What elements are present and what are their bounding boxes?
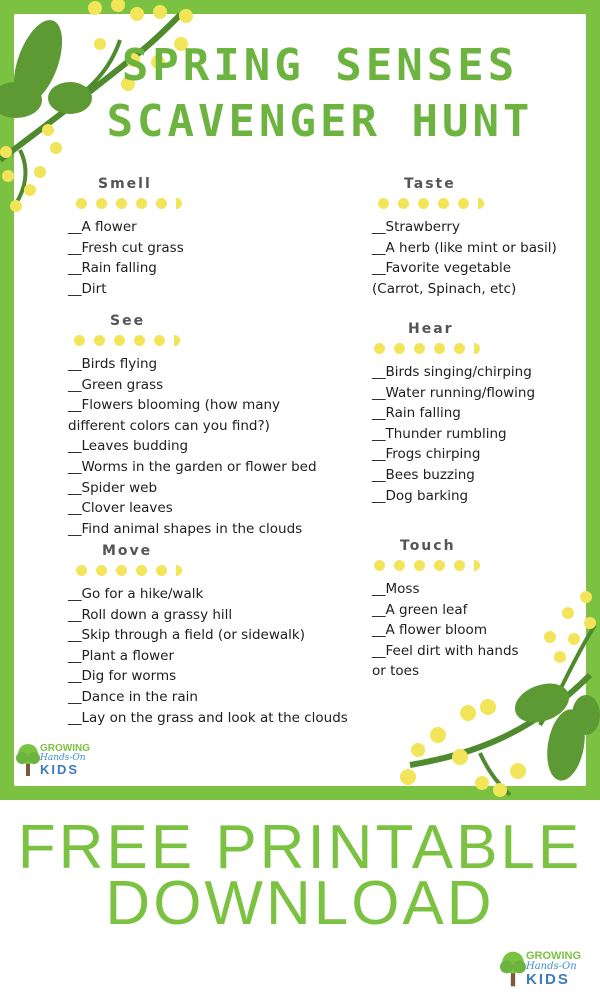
tree-icon [16, 742, 40, 778]
checklist-item: __Roll down a grassy hill [68, 606, 233, 623]
dot-divider [68, 335, 317, 346]
checklist-item: __Fresh cut grass [68, 239, 184, 256]
section-heading-touch: Touch [400, 538, 456, 554]
checklist-taste [372, 217, 557, 299]
dot-icon [478, 198, 484, 209]
brand-logo [16, 738, 100, 782]
checklist-item: __Dance in the rain [68, 688, 198, 705]
logo-text-kids: KIDS [40, 762, 80, 777]
dot-divider [68, 565, 348, 576]
dot-icon [134, 335, 145, 346]
dot-icon [394, 343, 405, 354]
dot-icon [474, 343, 480, 354]
checklist-item: __Bees buzzing [372, 466, 475, 483]
checklist-item: __Skip through a field (or sidewalk) [68, 627, 305, 644]
dot-icon [114, 335, 125, 346]
checklist-item: __Dog barking [372, 487, 469, 504]
dot-icon [96, 198, 107, 209]
dot-icon [96, 565, 107, 576]
section-heading-taste: Taste [404, 176, 456, 192]
checklist-item: __A flower bloom [372, 622, 487, 639]
banner-line-1: FREE PRINTABLE [17, 813, 583, 882]
dot-icon [434, 560, 445, 571]
dot-icon [116, 198, 127, 209]
checklist-item: different colors can you find?) [68, 417, 270, 434]
dot-icon [414, 560, 425, 571]
checklist-item: __Birds flying [68, 356, 158, 372]
banner-line-2: DOWNLOAD [105, 869, 495, 938]
checklist-item: (Carrot, Spinach, etc) [372, 280, 517, 297]
checklist-item: __Birds singing/chirping [372, 364, 532, 380]
tree-icon [500, 949, 526, 989]
dot-icon [374, 560, 385, 571]
dot-icon [76, 198, 87, 209]
checklist-item: __A herb (like mint or basil) [372, 239, 557, 256]
checklist-item: __Rain falling [68, 260, 157, 277]
dot-icon [136, 565, 147, 576]
dot-icon [116, 565, 127, 576]
section-taste [372, 176, 557, 299]
section-touch [372, 538, 519, 682]
brand-logo-footer [500, 944, 592, 994]
dot-divider [372, 343, 535, 354]
dot-icon [414, 343, 425, 354]
dot-icon [156, 565, 167, 576]
checklist-hear [372, 362, 535, 506]
checklist-item: __Leaves budding [68, 438, 189, 455]
checklist-item: __Green grass [68, 376, 164, 393]
dot-divider [372, 560, 519, 571]
checklist-item: __Water running/flowing [372, 384, 536, 401]
checklist-see [68, 354, 317, 539]
checklist-item: __Plant a flower [68, 647, 175, 664]
dot-icon [156, 198, 167, 209]
section-hear [372, 321, 535, 506]
checklist-item: __A green leaf [372, 601, 468, 618]
logo-text-growing: GROWING [526, 950, 581, 962]
dot-icon [454, 343, 465, 354]
dot-icon [458, 198, 469, 209]
dot-icon [418, 198, 429, 209]
checklist-item: __Moss [372, 581, 420, 597]
checklist-item: __Lay on the grass and look at the clouds [68, 709, 348, 726]
section-heading-smell: Smell [98, 176, 152, 192]
checklist-item: __Find animal shapes in the clouds [68, 520, 303, 537]
checklist-item: __Go for a hike/walk [68, 586, 204, 602]
checklist-item: __Clover leaves [68, 500, 173, 517]
dot-icon [174, 335, 180, 346]
dot-icon [438, 198, 449, 209]
dot-icon [434, 343, 445, 354]
checklist-item: __Dirt [68, 280, 107, 297]
checklist-item: __Feel dirt with hands [372, 642, 519, 659]
dot-icon [176, 565, 182, 576]
checklist-smell [68, 217, 184, 299]
logo-text-kids: KIDS [526, 971, 570, 988]
checklist-item: __Dig for worms [68, 668, 177, 685]
logo-text-growing: GROWING [40, 743, 90, 754]
section-heading-move: Move [102, 543, 153, 559]
dot-icon [454, 560, 465, 571]
logo-text-hands-on: Hands-On [40, 753, 86, 763]
checklist-item: or toes [372, 663, 419, 680]
section-heading-see: See [110, 313, 146, 329]
checklist-touch [372, 579, 519, 682]
checklist-item: __Rain falling [372, 405, 461, 422]
dot-divider [68, 198, 184, 209]
dot-icon [136, 198, 147, 209]
checklist-item: __Thunder rumbling [372, 425, 507, 442]
dot-icon [76, 565, 87, 576]
checklist-item: __Spider web [68, 479, 158, 496]
dot-icon [374, 343, 385, 354]
checklist-item: __Strawberry [372, 219, 460, 235]
dot-icon [154, 335, 165, 346]
dot-icon [394, 560, 405, 571]
dot-icon [474, 560, 480, 571]
section-see [68, 313, 317, 539]
dot-icon [378, 198, 389, 209]
dot-icon [398, 198, 409, 209]
checklist-item: __Frogs chirping [372, 446, 481, 463]
dot-icon [74, 335, 85, 346]
page-title-line-2: SCAVENGER HUNT [106, 96, 534, 147]
checklist-item: __Flowers blooming (how many [68, 397, 281, 414]
section-smell [68, 176, 184, 299]
section-move [68, 543, 348, 728]
checklist-item: __A flower [68, 219, 137, 235]
dot-icon [176, 198, 182, 209]
checklist-move [68, 584, 348, 728]
checklist-item: __Favorite vegetable [372, 260, 512, 277]
logo-text-hands-on: Hands-On [526, 961, 577, 972]
dot-divider [372, 198, 557, 209]
dot-icon [94, 335, 105, 346]
section-heading-hear: Hear [408, 321, 454, 337]
checklist-item: __Worms in the garden or flower bed [68, 458, 317, 475]
page-title-line-1: SPRING SENSES [121, 40, 519, 91]
